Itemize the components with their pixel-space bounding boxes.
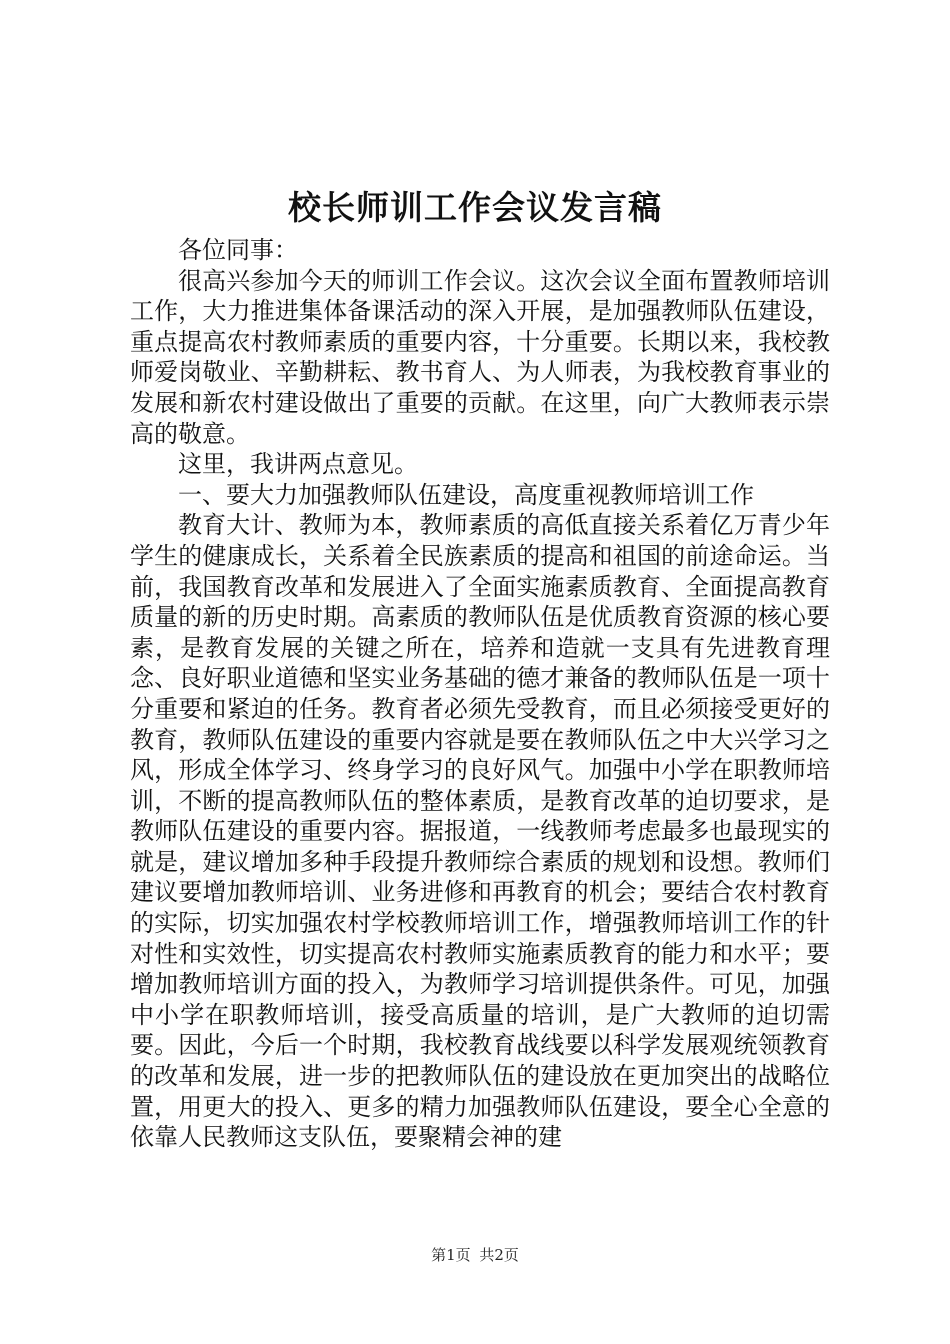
page-footer bbox=[0, 1245, 950, 1265]
paragraph-intro: 很高兴参加今天的师训工作会议。这次会议全面布置教师培训工作，大力推进集体备课活动的深入开展，是加强教师队伍建设，重点提高农村教师素质的重要内容，十分重要。长期以来，我校教师爱岗敬业、辛勤耕耘、教书育人、为人师表，为我校教育事业的发展和新农村建设做出了重要的贡献。在这里，向广大教师表示崇高的敬意。 bbox=[130, 266, 830, 448]
page-total: 共2页 bbox=[479, 1246, 519, 1264]
salutation: 各位同事： bbox=[178, 236, 298, 264]
paragraph-points: 这里，我讲两点意见。 bbox=[178, 450, 418, 479]
paragraph-section-1: 教育大计、教师为本，教师素质的高低直接关系着亿万青少年学生的健康成长，关系着全民族素质的提高和祖国的前途命运。当前，我国教育改革和发展进入了全面实施素质教育、全面提高教育质量的新的历史时期。高素质的教师队伍是优质教育资源的核心要素，是教育发展的关键之所在，培养和造就一支具有先进教育理念、良好职业道德和坚实业务基础的德才兼备的教师队伍是一项十分重要和紧迫的任务。教育者必须先受教育，而且必须接受更好的教育，教师队伍建设的重要内容就是要在教师队伍之中大兴学习之风，形成全体学习、终身学习的良好风气。加强中小学在职教师培训，不断的提高教师队伍的整体素质，是教育改革的迫切要求，是教师队伍建设的重要内容。据报道，一线教师考虑最多也最现实的就是，建议增加多种手段提升教师综合素质的规划和设想。教师们建议要增加教师培训、业务进修和再教育的机会；要结合农村教育的实际，切实加强农村学校教师培训工作，增强教师培训工作的针对性和实效性，切实提高农村教师实施素质教育的能力和水平；要增加教师培训方面的投入，为教师学习培训提供条件。可见，加强中小学在职教师培训，接受高质量的培训，是广大教师的迫切需要。因此，今后一个时期，我校教育战线要以科学发展观统领教育的改革和发展，进一步的把教师队伍的建设放在更加突出的战略位置，用更大的投入、更多的精力加强教师队伍建设，要全心全意的依靠人民教师这支队伍，要聚精会神的建 bbox=[130, 511, 830, 1152]
section-heading-1: 一、要大力加强教师队伍建设，高度重视教师培训工作 bbox=[178, 480, 754, 509]
document-title: 校长师训工作会议发言稿 bbox=[288, 188, 662, 227]
document-body bbox=[130, 235, 830, 1153]
page-number: 第1页 bbox=[431, 1246, 471, 1264]
